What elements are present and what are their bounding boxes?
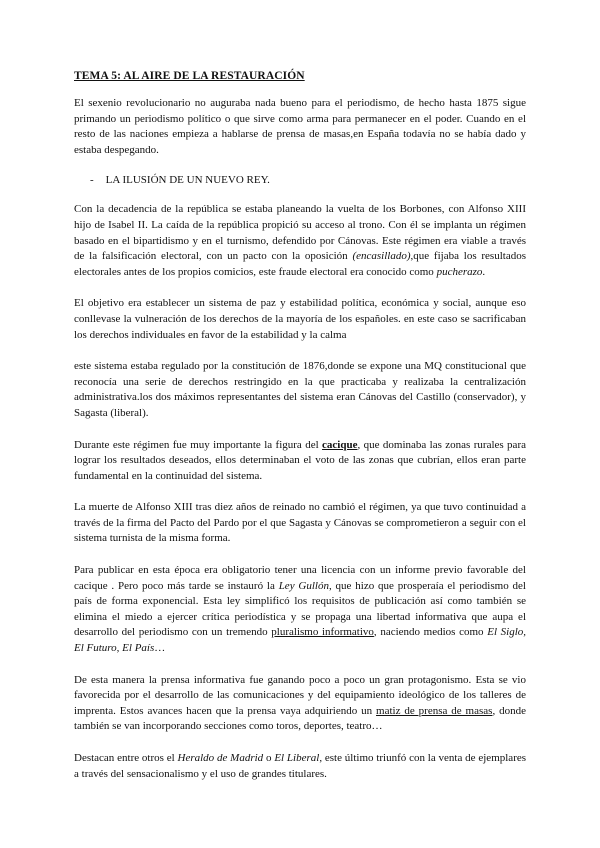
italic-term-pucherazo: pucherazo [436,265,483,278]
underlined-term-pluralismo: pluralismo informativo [271,626,374,639]
italic-term-encasillado: (encasillado) [352,250,411,263]
paragraph-constitution: este sistema estaba regulado por la constitución de 1876,donde se expone una MQ constitucional que reconocía una serie de derechos restringido en la que practicaba y realizaba la centralización administrativa.los dos máximos representantes del sistema eran Cánovas del Castillo (conservador), y Sagasta (liberal). [74,360,526,419]
paragraph-newspapers [74,751,526,782]
italic-newspaper-names: El Siglo, El Futuro, El País [74,626,527,655]
section-heading-text: LA ILUSIÓN DE UN NUEVO REY. [105,174,270,187]
text-run: , donde también se van incorporando secciones como toros, deportes, teatro… [74,704,526,733]
text-run: , este último triunfó con la venta de ejemplares a través del sensacionalismo y el uso de grandes titulares. [74,752,527,780]
underlined-term-prensa-masas: matiz de prensa de masas [376,704,493,717]
italic-newspaper-heraldo: Heraldo de Madrid [177,752,264,764]
text-run: Destacan entre otros el [74,752,178,764]
paragraph-objective: El objetivo era establecer un sistema de paz y estabilidad política, económica y social, aunque eso conllevase la vulneración de los derechos de la mayoría de los españoles. en este caso se sacrificaban los derechos individuales en favor de la estabilidad y la calma [74,297,526,341]
text-run: Durante este régimen fue muy importante la figura del [74,438,323,451]
paragraph-restoration [74,202,526,280]
text-run: De esta manera la prensa informativa fue ganando poco a poco un gran protagonismo. Esta se vio favorecida por el desarrollo de las comunicaciones y del equipamiento ideológico de los talleres de imprenta. Estos avances hacen que la prensa vaya adquiriendo un [74,673,526,717]
text-run: ,que fijaba los resultados electorales antes de los propios comicios, este fraude electoral era conocido como [74,250,526,278]
text-run: . [482,265,486,278]
bold-term-cacique: cacique [322,438,358,451]
text-run: … [154,642,166,655]
paragraph-ley-gullon [74,563,526,657]
paragraph-informative-press [74,673,526,735]
paragraph-alfonso-death: La muerte de Alfonso XIII tras diez años de reinado no cambió el régimen, ya que tuvo continuidad a través de la firma del Pacto del Pardo por el que Sagasta y Cánovas se comprometieron a seguir con el sistema turnista de la misma forma. [74,501,526,545]
text-run: , que hizo que prosperaía el periodismo del país de forma exponencial. Esta ley simplificó los requisitos de publicación así como también se elimina el miedo a ejercer crítica periodística y se propaga una libertad informativa que aupa el desarrollo del periodismo con un tremendo [74,579,526,639]
paragraph-cacique [74,438,526,485]
italic-newspaper-liberal: El Liberal [274,752,320,764]
italic-term-ley-gullon: Ley Gullón [278,579,329,592]
section-heading [90,174,526,186]
bullet-dash: - [90,174,94,187]
intro-paragraph: El sexenio revolucionario no auguraba nada bueno para el periodismo, de hecho hasta 1875 sigue primando un periodismo político o que sirve como arma para permanecer en el poder. Cuando en el resto de las naciones empieza a hablarse de prensa de masas,en España todavía no se había dado y estaba despegando. [74,97,526,156]
page-title: TEMA 5: AL AIRE DE LA RESTAURACIÓN [74,70,305,82]
text-run: Para publicar en esta época era obligatorio tener una licencia con un informe previo favorable del cacique . Pero poco más tarde se instauró la [74,564,526,592]
text-run: , naciendo medios como [373,626,488,639]
text-run: , que dominaba las zonas rurales para lograr los resultados deseados, ellos determinaban el voto de las zonas que cubrían, ellos eran parte fundamental en la continuidad del sistema. [74,438,526,482]
text-run: Con la decadencia de la república se estaba planeando la vuelta de los Borbones, con Alfonso XIII hijo de Isabel II. La caída de la república propició su acceso al trono. Con él se implanta un régimen basado en el bipartidismo y en el turnismo, defendido por Cánovas. Este régimen era viable a través de la falsificación electoral, con un pacto con la oposición [74,203,526,263]
text-run: o [263,752,275,764]
